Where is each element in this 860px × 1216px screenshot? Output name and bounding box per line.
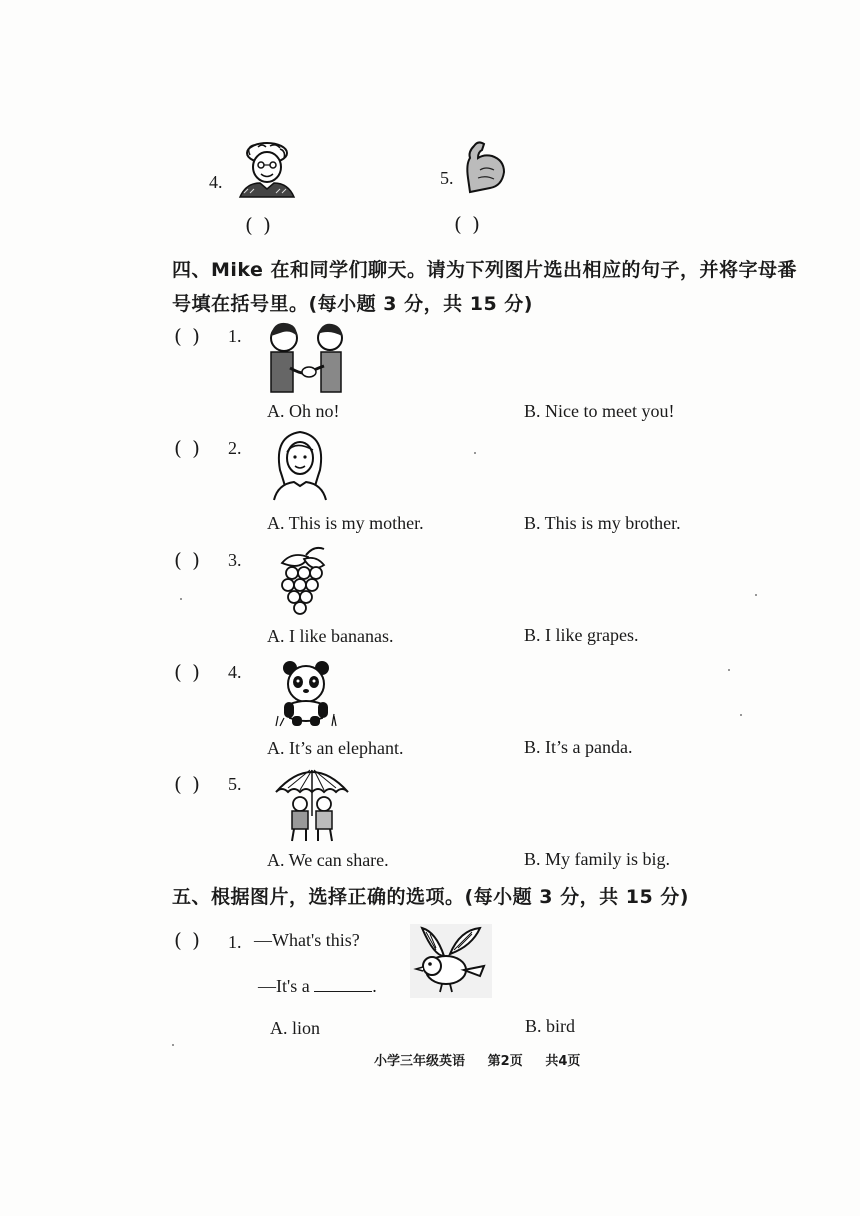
- footer-page: 第2页: [487, 1054, 523, 1069]
- option-a[interactable]: A. This is my mother.: [267, 513, 424, 533]
- option-b[interactable]: B. bird: [525, 1016, 576, 1036]
- question-number: 1.: [228, 326, 242, 346]
- option-b[interactable]: B. Nice to meet you!: [524, 401, 675, 421]
- mother-icon: [270, 430, 330, 506]
- option-a[interactable]: A. It’s an elephant.: [267, 738, 404, 758]
- option-a[interactable]: A. We can share.: [267, 850, 389, 870]
- grandmother-icon: [236, 143, 298, 203]
- grapes-icon: [276, 545, 332, 621]
- option-b[interactable]: B. My family is big.: [524, 849, 671, 869]
- arm-muscle-icon: [466, 140, 508, 196]
- handshake-icon: [264, 322, 354, 398]
- option-a[interactable]: A. Oh no!: [267, 401, 340, 421]
- scan-speck: [740, 714, 742, 716]
- item-number: 5.: [440, 168, 454, 188]
- footer-total: 共4页: [545, 1054, 581, 1069]
- option-a[interactable]: A. lion: [270, 1018, 321, 1038]
- answer-paren[interactable]: ( ): [174, 324, 202, 348]
- section4-title-line2: 号填在括号里。(每小题 3 分，共 15 分): [172, 293, 533, 315]
- scan-speck: [172, 1044, 174, 1046]
- section5-title: 五、根据图片，选择正确的选项。(每小题 3 分，共 15 分): [172, 886, 689, 908]
- answer-paren[interactable]: ( ): [174, 660, 202, 684]
- answer-line: [258, 976, 377, 997]
- answer-paren[interactable]: ( ): [174, 772, 202, 796]
- panda-icon: [272, 658, 342, 732]
- option-a[interactable]: A. I like bananas.: [267, 626, 394, 646]
- answer-paren[interactable]: ( ): [174, 436, 202, 460]
- option-b[interactable]: B. This is my brother.: [524, 513, 681, 533]
- answer-paren[interactable]: ( ): [454, 212, 482, 236]
- footer-subject: 小学三年级英语: [374, 1054, 466, 1069]
- question-number: 4.: [228, 662, 242, 682]
- question-number: 3.: [228, 550, 242, 570]
- footer: [374, 1050, 580, 1069]
- scan-speck: [474, 452, 476, 454]
- scan-speck: [755, 594, 757, 596]
- question-number: 1.: [228, 932, 242, 952]
- scan-speck: [728, 669, 730, 671]
- question-prompt: —What's this?: [254, 930, 360, 950]
- question-number: 2.: [228, 438, 242, 458]
- question-number: 5.: [228, 774, 242, 794]
- answer-paren[interactable]: ( ): [174, 548, 202, 572]
- option-b[interactable]: B. It’s a panda.: [524, 737, 633, 757]
- scan-speck: [180, 598, 182, 600]
- answer-paren[interactable]: ( ): [245, 213, 273, 237]
- answer-paren[interactable]: ( ): [174, 928, 202, 952]
- item-number: 4.: [209, 172, 223, 192]
- section4-title-line1: 四、Mike 在和同学们聊天。请为下列图片选出相应的句子，并将字母番: [172, 259, 798, 281]
- answer-blank[interactable]: [314, 977, 372, 992]
- option-b[interactable]: B. I like grapes.: [524, 625, 639, 645]
- bird-icon: [410, 924, 492, 1002]
- answer-line-prefix: —It's a: [258, 976, 310, 996]
- umbrella-share-icon: [272, 766, 352, 848]
- answer-line-suffix: .: [372, 976, 377, 996]
